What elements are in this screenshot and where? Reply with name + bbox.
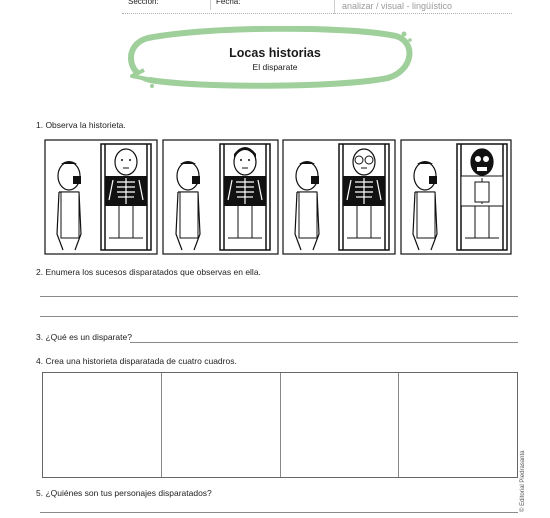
header-divider: [210, 0, 211, 10]
answer-line-3[interactable]: [130, 342, 518, 343]
drawing-panel-4[interactable]: [399, 373, 517, 477]
answer-line-2b[interactable]: [40, 316, 518, 317]
question-2: 2. Enumera los sucesos disparatados que observas en ella.: [36, 267, 261, 277]
question-1: 1. Observa la historieta.: [36, 120, 126, 130]
seccion-label: Sección:: [128, 0, 159, 6]
drawing-panel-1[interactable]: [43, 373, 162, 477]
question-3: 3. ¿Qué es un disparate?: [36, 332, 132, 342]
drawing-panel-3[interactable]: [281, 373, 400, 477]
question-5: 5. ¿Quiénes son tus personajes disparatados?: [36, 488, 212, 498]
answer-line-2a[interactable]: [40, 296, 518, 297]
answer-line-5[interactable]: [40, 512, 518, 513]
page-title: Locas historias: [229, 46, 321, 60]
comic-strip: [43, 138, 513, 256]
header-divider-2: [334, 0, 335, 14]
publisher-note: © Editorial Piedrasanta: [520, 450, 526, 512]
skills-label: analizar / visual - lingüístico: [342, 1, 453, 11]
comic-drawing-grid: [42, 372, 518, 478]
page-subtitle: El disparate: [252, 62, 298, 72]
title-banner-shape: [118, 26, 418, 96]
drawing-panel-2[interactable]: [162, 373, 281, 477]
question-4: 4. Crea una historieta disparatada de cuatro cuadros.: [36, 356, 237, 366]
fecha-label: Fecha:: [216, 0, 241, 6]
comic-illustration: [43, 138, 513, 256]
header-dotted-line: [122, 13, 512, 14]
